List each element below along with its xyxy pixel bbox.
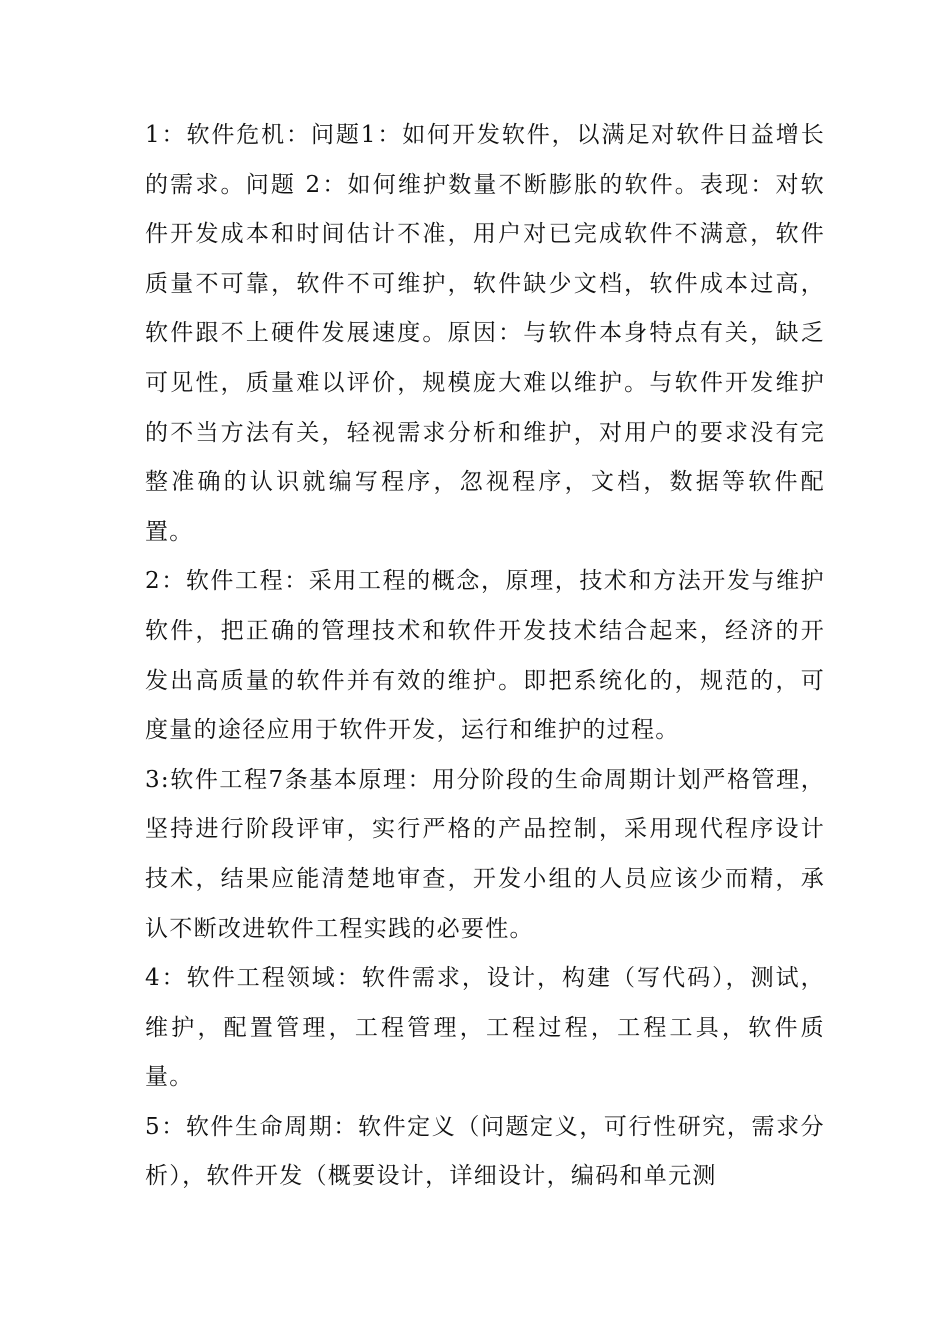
paragraph-software-crisis: 1：软件危机：问题1：如何开发软件，以满足对软件日益增长的需求。问题 2：如何维护数量不断膨胀的软件。表现：对软件开发成本和时间估计不准，用户对已完成软件不满意，软件质量不可靠，软件不可维护，软件缺少文档，软件成本过高，软件跟不上硬件发展速度。原因：与软件本身特点有关，缺乏可见性，质量难以评价，规模庞大难以维护。与软件开发维护的不当方法有关，轻视需求分析和维护，对用户的要求没有完整准确的认识就编写程序，忽视程序，文档，数据等软件配置。: [145, 122, 825, 545]
paragraph-software-engineering: 2：软件工程：采用工程的概念，原理，技术和方法开发与维护软件，把正确的管理技术和软件开发技术结合起来，经济的开发出高质量的软件并有效的维护。即把系统化的，规范的，可度量的途径应用于软件开发，运行和维护的过程。: [145, 568, 825, 744]
paragraph-seven-principles: 3:软件工程7条基本原理：用分阶段的生命周期计划严格管理，坚持进行阶段评审，实行严格的产品控制，采用现代程序设计技术，结果应能清楚地审查，开发小组的人员应该少而精，承认不断改进软件工程实践的必要性。: [145, 766, 825, 942]
document-body: [145, 111, 825, 1202]
paragraph-life-cycle: 5：软件生命周期：软件定义（问题定义，可行性研究，需求分析），软件开发（概要设计，详细设计，编码和单元测: [145, 1113, 825, 1190]
paragraph-engineering-domains: 4：软件工程领域：软件需求，设计，构建（写代码），测试，维护，配置管理，工程管理，工程过程，工程工具，软件质量。: [145, 965, 825, 1091]
